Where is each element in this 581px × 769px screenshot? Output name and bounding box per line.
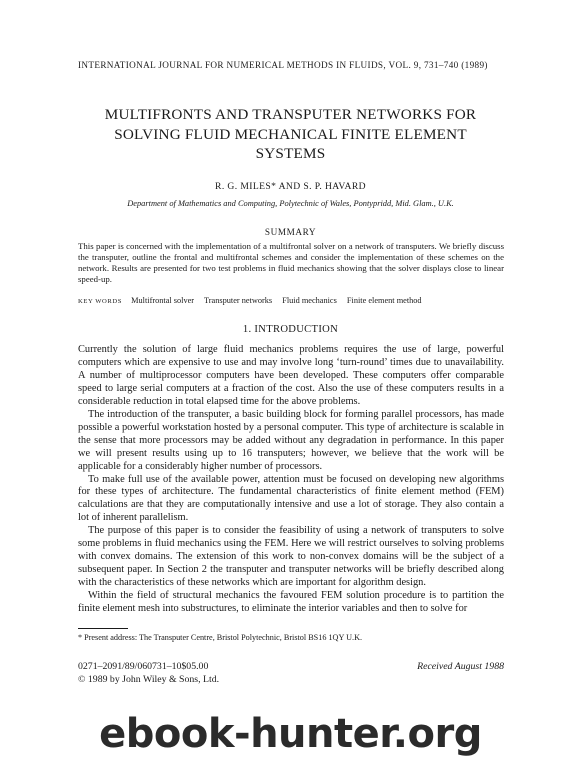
paragraph: The introduction of the transputer, a basic building block for forming parallel processors, has made possible a powerful workstation hosted by a personal computer. This type of architecture is scalable in the sense that more processors may be added without any degradation in performance. In this paper we will present results using up to 16 transputers; however, we believe that the work will be applicable for a considerably higher number of processors.	[78, 408, 504, 472]
title-line: SOLVING FLUID MECHANICAL FINITE ELEMENT	[114, 125, 467, 143]
section-heading: 1. INTRODUCTION	[242, 324, 339, 335]
paragraph: Within the field of structural mechanics the favoured FEM solution procedure is to partition the finite element mesh into substructures, to eliminate the interior variables and then to solve for	[78, 590, 504, 615]
affiliation: Department of Mathematics and Computing, Polytechnic of Wales, Pontypridd, Mid. Glam., U.K.	[127, 199, 454, 208]
summary-heading: SUMMARY	[264, 227, 317, 237]
title-line: MULTIFRONTS AND TRANSPUTER NETWORKS FOR	[104, 106, 477, 123]
article-title	[60, 105, 521, 164]
keywords	[78, 296, 508, 305]
keywords-label: KEY WORDS	[78, 298, 123, 305]
footnote: * Present address: The Transputer Centre, Bristol Polytechnic, Bristol BS16 1QY U.K.	[78, 633, 363, 642]
issn-line: 0271–2091/89/060731–10$05.00	[78, 661, 209, 672]
keyword: Fluid mechanics	[282, 296, 337, 305]
copyright-line: © 1989 by John Wiley & Sons, Ltd.	[78, 674, 220, 685]
footnote-rule	[78, 628, 128, 629]
introduction-body	[78, 344, 504, 616]
paragraph: Currently the solution of large fluid mechanics problems requires the use of large, powerful computers which are expensive to use and may involve long ‘turn-round’ times due to unavailability. A number of multiprocessor computers have been developed. These computers offer comparable speed to large serial computers at a fraction of the cost. Also the use of these computers results in a considerable reduction in total elapsed time for the above problems.	[78, 344, 504, 407]
paragraph: To make full use of the available power, attention must be focused on developing new algorithms for these types of architecture. The fundamental characteristics of finite element method (FEM) calculations are that they are computationally intensive and use a lot of storage. They also contain a lot of inherent parallelism.	[78, 473, 504, 524]
summary-text: This paper is concerned with the implementation of a multifrontal solver on a network of transputers. We briefly discuss the transputer, outline the frontal and multifrontal schemes and consider the implementation of these schemes on the network. Results are presented for two test problems in fluid mechanics showing that the solver displays close to linear speed-up.	[78, 241, 504, 284]
keyword: Transputer networks	[204, 296, 273, 305]
paragraph: The purpose of this paper is to consider the feasibility of using a network of transputers to solve some problems in fluid mechanics using the FEM. Here we will restrict ourselves to solving problems with convex domains. The extension of this work to non-convex domains will be the subject of a subsequent paper. In Section 2 the transputer and transputer networks will be briefly described along with the characteristics of these networks which are important for algorithm design.	[78, 525, 504, 589]
keyword: Multifrontal solver	[131, 296, 195, 305]
title-line: SYSTEMS	[255, 145, 326, 162]
authors: R. G. MILES* AND S. P. HAVARD	[215, 181, 366, 192]
journal-header: INTERNATIONAL JOURNAL FOR NUMERICAL METHODS IN FLUIDS, VOL. 9, 731–740 (1989)	[78, 60, 488, 70]
watermark: ebook-hunter.org	[99, 711, 482, 757]
keyword: Finite element method	[346, 296, 422, 305]
received-date: Received August 1988	[417, 661, 504, 672]
